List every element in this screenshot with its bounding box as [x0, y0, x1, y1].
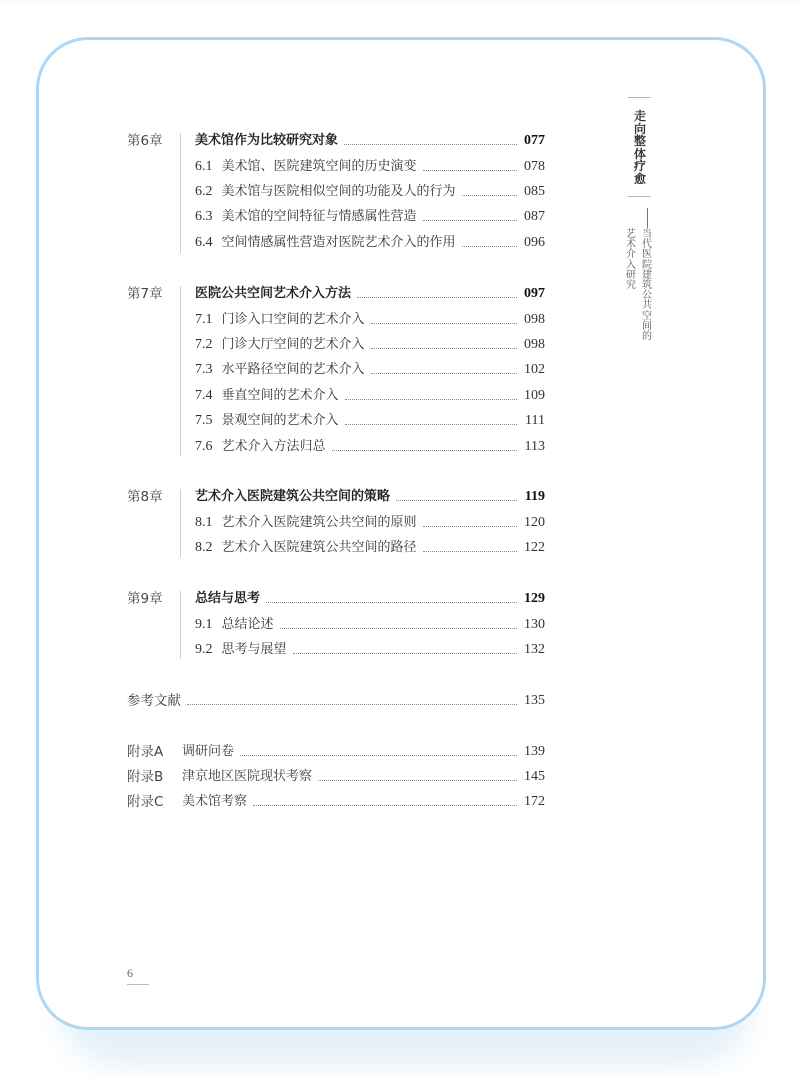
section-number: 9.2 — [195, 642, 213, 657]
dot-leader — [423, 219, 517, 221]
page-number: 077 — [524, 133, 545, 148]
page-number: 119 — [524, 489, 545, 504]
section-number: 8.1 — [195, 515, 213, 530]
section-title: 垂直空间的艺术介入 — [221, 388, 339, 403]
section-number: 8.2 — [195, 540, 213, 555]
section-title: 艺术介入医院建筑公共空间的路径 — [221, 540, 417, 555]
toc-section-9-2[interactable] — [127, 639, 545, 661]
section-title: 美术馆的空间特征与情感属性营造 — [221, 209, 417, 224]
dot-leader — [293, 652, 517, 654]
toc-references[interactable] — [127, 690, 545, 712]
section-title: 景观空间的艺术介入 — [221, 413, 339, 428]
dot-leader — [423, 525, 517, 527]
dot-leader — [345, 423, 517, 425]
toc-section-7-4[interactable] — [127, 385, 545, 407]
dot-leader — [371, 347, 517, 349]
chapter-label: 第8章 — [127, 489, 163, 505]
appendix-title: 调研问卷 — [182, 744, 235, 759]
page-number: 096 — [524, 235, 545, 250]
chapter-title: 医院公共空间艺术介入方法 — [195, 286, 352, 301]
spine-subtitle-line2: 艺术介入研究 — [626, 229, 636, 292]
page-number: 102 — [524, 362, 545, 377]
appendix-title: 津京地区医院现状考察 — [182, 769, 313, 784]
toc-section-9-1[interactable] — [127, 614, 545, 636]
spine-title: 走向整体疗愈 — [633, 109, 646, 186]
section-title: 美术馆、医院建筑空间的历史演变 — [221, 159, 417, 174]
dot-leader — [357, 296, 517, 298]
spine-middle-rule — [628, 196, 651, 197]
page-number: 109 — [524, 388, 545, 403]
toc-section-8-2[interactable] — [127, 537, 545, 559]
toc-section-7-5[interactable] — [127, 410, 545, 432]
section-number: 6.2 — [195, 184, 213, 199]
toc-chapter-7[interactable] — [127, 283, 545, 305]
toc-appendix-a[interactable] — [127, 741, 545, 763]
spine-subtitle-dash — [647, 208, 648, 228]
page-number: 120 — [524, 515, 545, 530]
top-haze — [0, 0, 800, 8]
dot-leader — [423, 169, 517, 171]
page-folio: 6 — [127, 966, 133, 980]
chapter-label: 第6章 — [127, 133, 163, 149]
section-title: 门诊入口空间的艺术介入 — [221, 312, 365, 327]
spine-subtitle-line1: 当代医院建筑公共空间的 — [642, 229, 652, 343]
section-number: 6.1 — [195, 159, 213, 174]
chapter-title: 美术馆作为比较研究对象 — [195, 133, 339, 148]
page-number: 078 — [524, 159, 545, 174]
dot-leader — [332, 449, 517, 451]
section-number: 7.5 — [195, 413, 213, 428]
page-number: 172 — [524, 794, 545, 809]
section-number: 7.1 — [195, 312, 213, 327]
section-title: 思考与展望 — [221, 642, 287, 657]
section-title: 水平路径空间的艺术介入 — [221, 362, 365, 377]
section-number: 9.1 — [195, 617, 213, 632]
section-title: 门诊大厅空间的艺术介入 — [221, 337, 365, 352]
page-number: 087 — [524, 209, 545, 224]
section-number: 6.4 — [195, 235, 213, 250]
section-title: 艺术介入方法归总 — [221, 439, 326, 454]
page-number: 122 — [524, 540, 545, 555]
toc-section-7-2[interactable] — [127, 334, 545, 356]
page-number: 098 — [524, 337, 545, 352]
dot-leader — [345, 398, 517, 400]
dot-leader — [253, 804, 517, 806]
page-number: 097 — [524, 286, 545, 301]
section-number: 7.4 — [195, 388, 213, 403]
section-number: 7.6 — [195, 439, 213, 454]
section-title: 空间情感属性营造对医院艺术介入的作用 — [221, 235, 456, 250]
dot-leader — [396, 499, 517, 501]
toc-chapter-8[interactable] — [127, 486, 545, 508]
dot-leader — [266, 601, 517, 603]
dot-leader — [187, 703, 517, 705]
section-title: 艺术介入医院建筑公共空间的原则 — [221, 515, 417, 530]
dot-leader — [462, 245, 517, 247]
chapter-title: 总结与思考 — [195, 591, 261, 606]
spine-top-rule — [628, 97, 651, 98]
toc-chapter-9[interactable] — [127, 588, 545, 610]
page-number: 130 — [524, 617, 545, 632]
toc-section-6-2[interactable] — [127, 181, 545, 203]
dot-leader — [280, 627, 517, 629]
chapter-label: 第9章 — [127, 591, 163, 607]
dot-leader — [344, 143, 517, 145]
dot-leader — [423, 550, 517, 552]
section-title: 美术馆与医院相似空间的功能及人的行为 — [221, 184, 456, 199]
dot-leader — [462, 194, 517, 196]
toc-section-8-1[interactable] — [127, 512, 545, 534]
toc-appendix-c[interactable] — [127, 791, 545, 813]
appendix-label: 附录C — [127, 794, 164, 810]
references-title: 参考文献 — [127, 693, 181, 709]
toc-section-7-6[interactable] — [127, 436, 545, 458]
page-number: 085 — [524, 184, 545, 199]
appendix-label: 附录B — [127, 769, 164, 785]
chapter-title: 艺术介入医院建筑公共空间的策略 — [195, 489, 391, 504]
folio-rule — [127, 984, 149, 985]
dot-leader — [371, 322, 517, 324]
toc-section-6-3[interactable] — [127, 206, 545, 228]
page-number: 098 — [524, 312, 545, 327]
toc-section-6-1[interactable] — [127, 156, 545, 178]
section-number: 7.3 — [195, 362, 213, 377]
dot-leader — [318, 779, 517, 781]
toc-section-7-3[interactable] — [127, 359, 545, 381]
section-number: 7.2 — [195, 337, 213, 352]
section-number: 6.3 — [195, 209, 213, 224]
page-number: 145 — [524, 769, 545, 784]
page-number: 139 — [524, 744, 545, 759]
page-number: 135 — [524, 693, 545, 708]
toc-section-7-1[interactable] — [127, 309, 545, 331]
section-title: 总结论述 — [221, 617, 274, 632]
dot-leader — [240, 754, 517, 756]
appendix-label: 附录A — [127, 744, 164, 760]
toc-chapter-6[interactable] — [127, 130, 545, 152]
dot-leader — [371, 372, 517, 374]
page-number: 111 — [525, 413, 545, 428]
toc-section-6-4[interactable] — [127, 232, 545, 254]
appendix-title: 美术馆考察 — [182, 794, 248, 809]
chapter-label: 第7章 — [127, 286, 163, 302]
page-number: 113 — [524, 439, 545, 454]
page-number: 132 — [524, 642, 545, 657]
toc-appendix-b[interactable] — [127, 766, 545, 788]
page-number: 129 — [524, 591, 545, 606]
